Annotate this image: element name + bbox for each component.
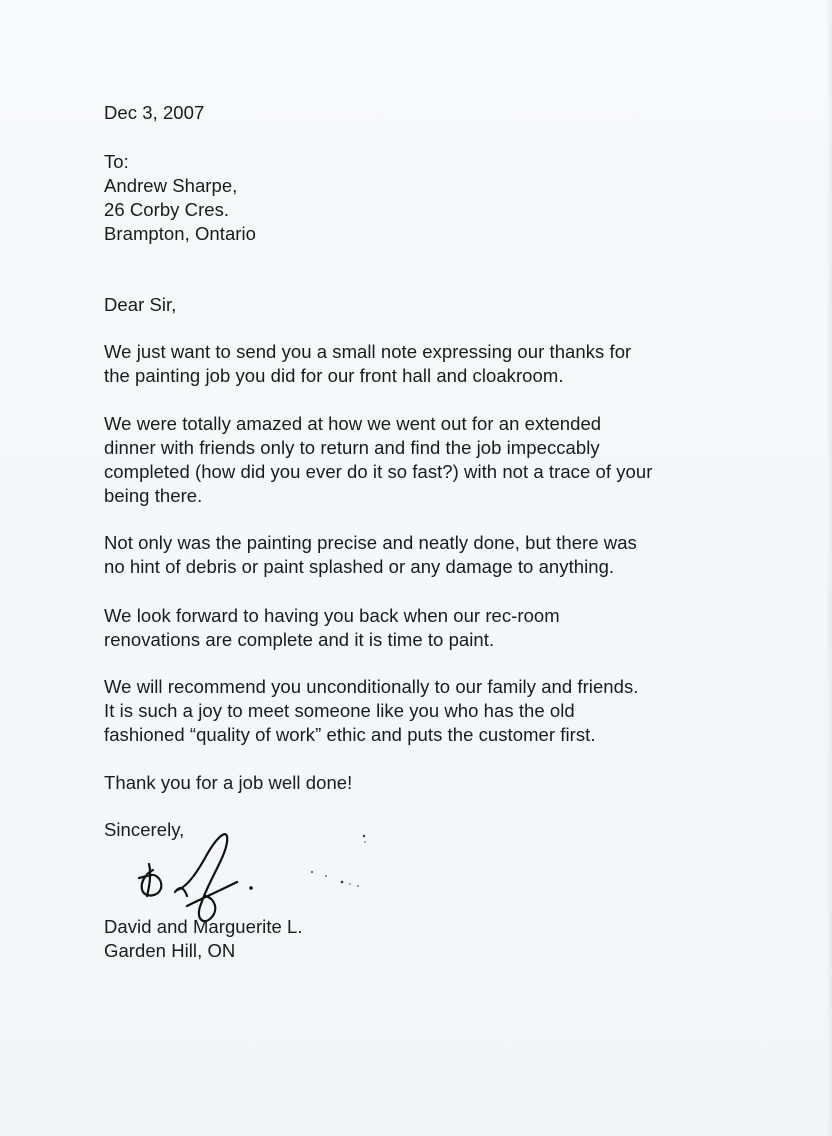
recipient-street: 26 Corby Cres. <box>104 199 230 220</box>
paragraph-line: It is such a joy to meet someone like you who has the old <box>104 700 575 721</box>
scan-specks <box>300 820 380 900</box>
paragraph-line: fashioned “quality of work” ethic and puts the customer first. <box>104 724 596 745</box>
closing: Sincerely, <box>104 819 185 840</box>
paragraph-line: renovations are complete and it is time to paint. <box>104 629 495 650</box>
sender-names: David and Marguerite L. <box>104 916 303 937</box>
paragraph-line: We look forward to having you back when our rec-room <box>104 605 560 626</box>
paragraph-line: dinner with friends only to return and find the job impeccably <box>104 437 600 458</box>
paragraph-line: We will recommend you unconditionally to our family and friends. <box>104 676 639 697</box>
handwritten-signature-icon <box>125 818 265 930</box>
scan-edge-shadow <box>826 0 832 1136</box>
sender-location: Garden Hill, ON <box>104 940 236 961</box>
letter-date: Dec 3, 2007 <box>104 102 205 123</box>
recipient-city: Brampton, Ontario <box>104 223 257 244</box>
paragraph-line: Not only was the painting precise and neatly done, but there was <box>104 532 637 553</box>
paragraph-line: We were totally amazed at how we went out for an extended <box>104 413 602 434</box>
paragraph-line: the painting job you did for our front hall and cloakroom. <box>104 365 564 386</box>
paragraph-line: Thank you for a job well done! <box>104 772 353 793</box>
paragraph-line: being there. <box>104 485 203 506</box>
paragraph-line: We just want to send you a small note expressing our thanks for <box>104 341 632 362</box>
salutation: Dear Sir, <box>104 294 177 315</box>
recipient-name: Andrew Sharpe, <box>104 175 238 196</box>
paragraph-line: no hint of debris or paint splashed or any damage to anything. <box>104 556 615 577</box>
to-label: To: <box>104 151 129 172</box>
paragraph-line: completed (how did you ever do it so fast?) with not a trace of your <box>104 461 653 482</box>
